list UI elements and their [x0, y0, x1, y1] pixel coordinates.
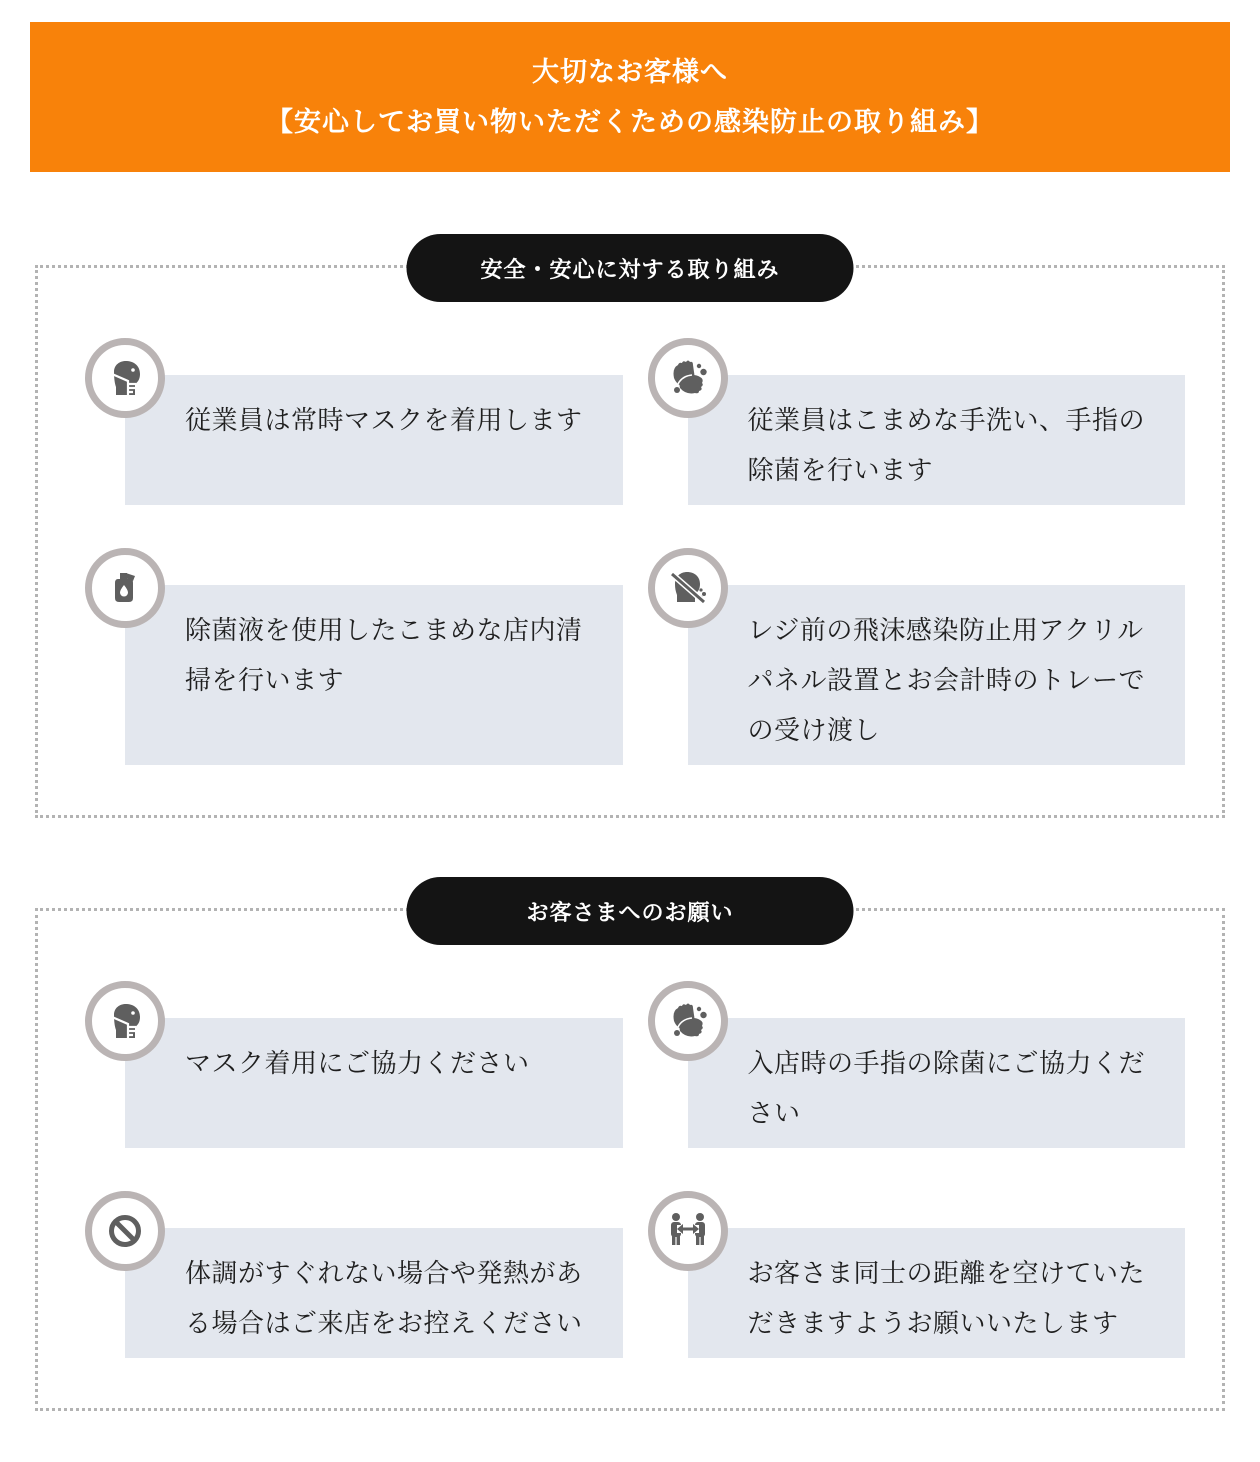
- request-card: [688, 1228, 1186, 1358]
- hand-wash-icon: [648, 338, 728, 418]
- request-card: [688, 1018, 1186, 1148]
- measure-text: レジ前の飛沫感染防止用アクリルパネル設置とお会計時のトレーでの受け渡し: [747, 615, 1146, 745]
- banner-title-line2: 【安心してお買い物いただくための感染防止の取り組み】: [266, 106, 994, 137]
- droplet-block-icon: [648, 548, 728, 628]
- social-distance-icon: [648, 1191, 728, 1271]
- request-card: [125, 1228, 623, 1358]
- request-text: 入店時の手指の除菌にご協力ください: [747, 1048, 1146, 1128]
- section-title-pill: お客さまへのお願い: [407, 877, 854, 945]
- cards-grid: [38, 911, 1222, 1408]
- banner-title-line1: 大切なお客様へ: [532, 56, 728, 87]
- measure-text: 除菌液を使用したこまめな店内清掃を行います: [185, 615, 583, 695]
- request-text: 体調がすぐれない場合や発熱がある場合はご来店をお控えください: [185, 1258, 583, 1338]
- measure-text: 従業員は常時マスクを着用します: [185, 405, 583, 435]
- no-entry-icon: [85, 1191, 165, 1271]
- measure-card: [125, 585, 623, 765]
- section-customer-requests: [35, 899, 1225, 1411]
- face-mask-icon: [85, 338, 165, 418]
- measure-card: [688, 585, 1186, 765]
- measure-text: 従業員はこまめな手洗い、手指の除菌を行います: [747, 405, 1146, 485]
- sanitizer-bottle-icon: [85, 548, 165, 628]
- request-card: [125, 1018, 623, 1148]
- hand-wash-icon: [648, 981, 728, 1061]
- request-text: マスク着用にご協力ください: [185, 1048, 530, 1078]
- request-text: お客さま同士の距離を空けていただきますようお願いいたします: [747, 1258, 1146, 1338]
- cards-grid: [38, 268, 1222, 815]
- section-title-pill: 安全・安心に対する取り組み: [407, 234, 854, 302]
- measure-card: [125, 375, 623, 505]
- measure-card: [688, 375, 1186, 505]
- face-mask-icon: [85, 981, 165, 1061]
- notice-banner: [30, 22, 1230, 172]
- section-safety-measures: [35, 256, 1225, 818]
